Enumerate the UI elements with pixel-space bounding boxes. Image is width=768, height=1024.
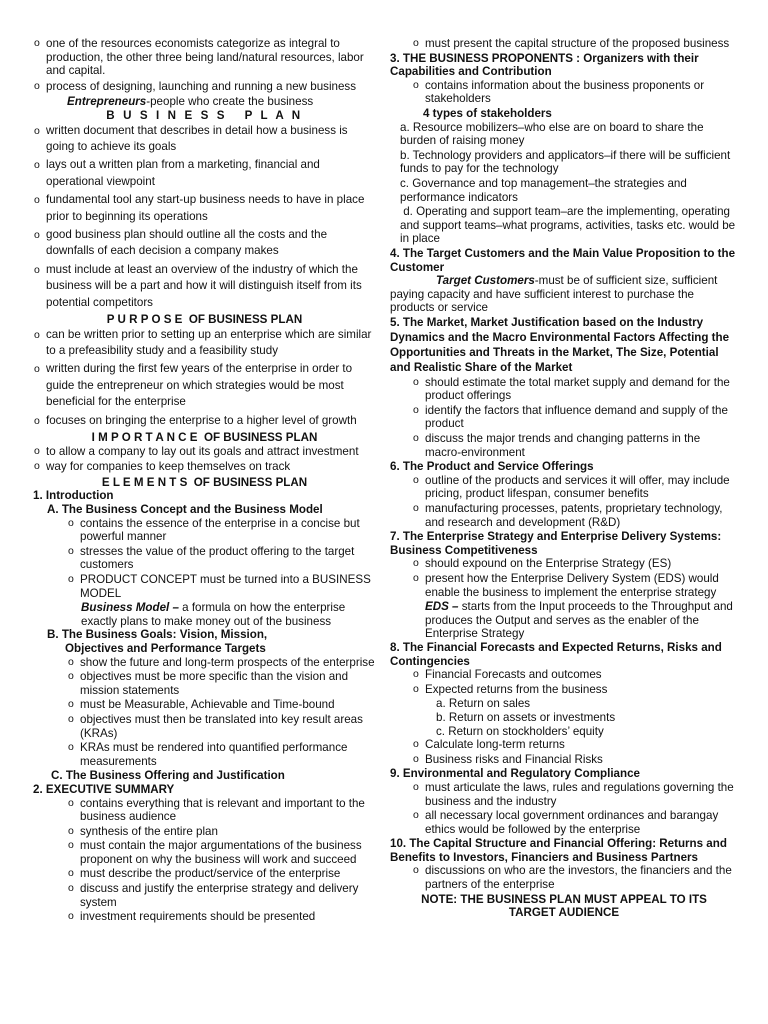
element-1b-title-line1: B. The Business Goals: Vision, Mission, <box>47 628 268 642</box>
element-5-title: 5. The Market, Market Justification based on the Industry Dynamics and the Macro Environmental Factors Affecting the Opportunities and Threats in the Market, The Size, Potential and Realistic Share of the Market <box>390 315 730 375</box>
list-item: o Calculate long-term returns <box>412 738 738 752</box>
stakeholder-item: d. Operating and support team–are the implementing, operating and support teams–what programs, activities, tasks etc. would be in place <box>400 205 739 246</box>
element-1b-title-line2: Objectives and Performance Targets <box>65 641 266 655</box>
list-item: o stresses the value of the product offering to the target customers <box>67 545 376 572</box>
returns-item: a. Return on sales <box>436 697 531 711</box>
list-item: o KRAs must be rendered into quantified performance measurements <box>67 741 376 768</box>
list-item: o contains the essence of the enterprise in a concise but powerful manner <box>67 517 376 544</box>
list-item: o lays out a written plan from a marketing, financial and operational viewpoint <box>33 157 376 190</box>
list-item: o should expound on the Enterprise Strategy (ES) <box>412 557 738 571</box>
list-item: o must present the capital structure of the proposed business <box>412 37 738 51</box>
list-item: o written during the first few years of the enterprise in order to guide the entrepreneur on which strategies would be most beneficial for the enterprise <box>33 361 376 410</box>
entrepreneurs-definition: Entrepreneurs-people who create the business <box>67 95 314 109</box>
list-item: o must articulate the laws, rules and regulations governing the business and the industry <box>412 781 738 808</box>
list-item: o discuss the major trends and changing patterns in the macro-environment <box>412 432 738 459</box>
list-item: o discussions on who are the investors, the financiers and the partners of the enterprise <box>412 864 738 891</box>
list-item: o objectives must then be translated into key result areas (KRAs) <box>67 713 376 740</box>
eds-definition: EDS – starts from the Input proceeds to the Throughput and produces the Output and serves as the enabler of the Enterprise Strategy <box>425 600 733 641</box>
heading-purpose: P U R P O S E OF BUSINESS PLAN <box>106 313 303 327</box>
list-item: o fundamental tool any start-up business needs to have in place prior to beginning its operations <box>33 192 376 225</box>
list-item: o all necessary local government ordinances and barangay ethics would be followed by the enterprise <box>412 809 738 836</box>
list-item: o must describe the product/service of the enterprise <box>67 867 376 881</box>
list-item: o manufacturing processes, patents, proprietary technology, and research and development (R&D) <box>412 502 738 529</box>
list-item: o Financial Forecasts and outcomes <box>412 668 738 682</box>
heading-elements: E L E M E N T S OF BUSINESS PLAN <box>101 475 308 489</box>
list-item: o must be Measurable, Achievable and Time-bound <box>67 698 376 712</box>
element-6-title: 6. The Product and Service Offerings <box>390 460 594 474</box>
stakeholder-item: a. Resource mobilizers–who else are on board to share the burden of raising money <box>400 120 704 148</box>
target-customers-definition: Target Customers-must be of sufficient size, sufficient paying capacity and have sufficient interest to purchase the products or service <box>390 274 718 315</box>
list-item: o to allow a company to lay out its goals and attract investment <box>33 445 376 459</box>
left-column <box>33 37 376 925</box>
stakeholder-item: b. Technology providers and applicators–if there will be sufficient funds to pay for the technology <box>400 148 731 176</box>
list-item: o Business risks and Financial Risks <box>412 753 738 767</box>
element-1a-title: A. The Business Concept and the Business Model <box>47 503 323 517</box>
list-item: o contains everything that is relevant and important to the business audience <box>67 797 376 824</box>
list-item: o present how the Enterprise Delivery System (EDS) would enable the business to implement the enterprise strategy <box>412 572 738 599</box>
list-item: o must contain the major argumentations of the business proponent on why the business will work and succeed <box>67 839 376 866</box>
list-item: o focuses on bringing the enterprise to a higher level of growth <box>33 413 376 429</box>
list-item: o objectives must be more specific than the vision and mission statements <box>67 670 376 697</box>
list-item: o process of designing, launching and running a new business <box>33 80 376 94</box>
element-7-title: 7. The Enterprise Strategy and Enterprise Delivery Systems: Business Competitiveness <box>390 530 722 557</box>
element-3-title: 3. THE BUSINESS PROPONENTS : Organizers with their Capabilities and Contribution <box>390 51 699 79</box>
stakeholder-item: c. Governance and top management–the strategies and performance indicators <box>400 176 687 204</box>
element-8-title: 8. The Financial Forecasts and Expected Returns, Risks and Contingencies <box>390 640 722 668</box>
stakeholders-heading: 4 types of stakeholders <box>423 106 552 120</box>
list-item: o good business plan should outline all the costs and the downfalls of each decision a company makes <box>33 227 376 260</box>
list-item: o PRODUCT CONCEPT must be turned into a BUSINESS MODEL <box>67 573 376 600</box>
list-item: o investment requirements should be presented <box>67 910 376 924</box>
list-item: o can be written prior to setting up an enterprise which are similar to a prefeasibility study and a feasibility study <box>33 327 376 360</box>
returns-item: c. Return on stockholders’ equity <box>436 724 604 738</box>
list-item: o show the future and long-term prospects of the enterprise <box>67 656 376 670</box>
element-9-title: 9. Environmental and Regulatory Compliance <box>390 767 640 781</box>
closing-note: NOTE: THE BUSINESS PLAN MUST APPEAL TO ITS TARGET AUDIENCE <box>421 892 707 920</box>
list-item: o discuss and justify the enterprise strategy and delivery system <box>67 882 376 909</box>
element-1c-title: C. The Business Offering and Justification <box>51 769 285 783</box>
list-item: o Expected returns from the business <box>412 683 738 697</box>
list-item: o outline of the products and services it will offer, may include pricing, product lifespan, consumer benefits <box>412 474 738 501</box>
right-column <box>390 37 738 920</box>
heading-business-plan: B U S I N E S S P L A N <box>106 108 303 122</box>
list-item: o identify the factors that influence demand and supply of the product <box>412 404 738 431</box>
list-item: o way for companies to keep themselves on track <box>33 460 376 474</box>
list-item: o should estimate the total market supply and demand for the product offerings <box>412 376 738 403</box>
list-item: o one of the resources economists categorize as integral to production, the other three being land/natural resources, labor and capital. <box>33 37 376 78</box>
returns-item: b. Return on assets or investments <box>436 710 616 724</box>
list-item: o written document that describes in detail how a business is going to achieve its goals <box>33 123 376 156</box>
element-4-title: 4. The Target Customers and the Main Value Proposition to the Customer <box>390 246 736 274</box>
element-10-title: 10. The Capital Structure and Financial Offering: Returns and Benefits to Investors, Financiers and Business Partners <box>390 837 727 864</box>
list-item: o must include at least an overview of the industry of which the business will be a part and how it will distinguish itself from its potential competitors <box>33 262 376 311</box>
list-item: o synthesis of the entire plan <box>67 825 376 839</box>
business-model-definition: Business Model – a formula on how the enterprise exactly plans to make money out of the business <box>81 601 346 628</box>
heading-importance: I M P O R T A N C E OF BUSINESS PLAN <box>91 431 318 445</box>
list-item: o contains information about the business proponents or stakeholders <box>412 79 738 106</box>
element-2-title: 2. EXECUTIVE SUMMARY <box>33 782 175 796</box>
element-1-title: 1. Introduction <box>33 489 114 503</box>
